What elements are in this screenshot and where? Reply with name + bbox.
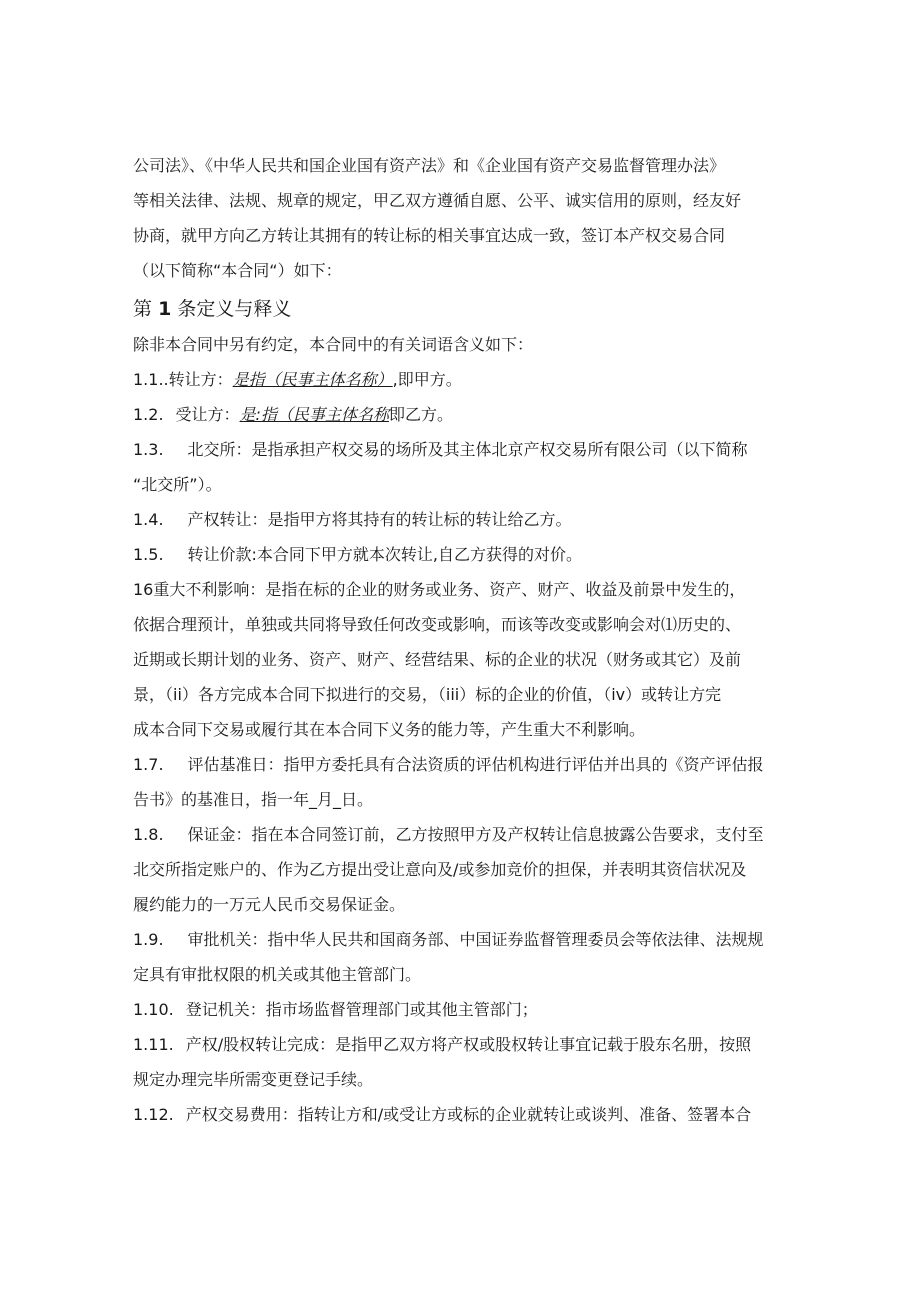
definition-term: 转让方： [168,370,233,389]
definition-1-6-line-4: 景，（ii）各方完成本合同下拟进行的交易，（iii）标的企业的价值，（iv）或转让方完 [133,685,722,704]
definition-number: 1.3. [133,440,164,459]
article-prefix: 第 [133,298,153,320]
definition-1-11-line-2: 规定办理完毕所需变更登记手续。 [133,1070,374,1089]
definition-1-6-line-2: 依据合理预计，单独或共同将导致任何改变或影响，而该等改变或影响会对⑴历史的、 [133,615,742,634]
definition-1-3-line-2: “北交所”）。 [133,475,222,494]
definition-term: 受让方： [175,405,240,424]
definition-1-6-line-5: 成本合同下交易或履行其在本合同下义务的能力等，产生重大不利影响。 [133,720,646,739]
definition-text: 产权转让：是指甲方将其持有的转让标的转让给乙方。 [187,510,572,529]
definition-placeholder: 是指（民事主体名称） [232,370,393,389]
definition-text: 登记机关：指市场监督管理部门或其他主管部门； [185,1000,538,1019]
definition-1-6-line-3: 近期或长期计划的业务、资产、财产、经营结果、标的企业的状况（财务或其它）及前 [133,650,742,669]
article-number: 1 [158,298,172,320]
definition-1-2 [133,405,453,425]
definition-tail: 即乙方。 [388,405,453,424]
definition-text: 北交所：是指承担产权交易的场所及其主体北京产权交易所有限公司（以下简称 [187,440,748,459]
definition-1-10 [133,1000,538,1020]
definition-1-1 [133,370,462,390]
definition-1-7-line-2: 告书》的基准日，指一年_月_日。 [133,790,374,809]
definition-1-9-line-1 [133,930,764,950]
definition-1-11-line-1 [133,1035,751,1055]
definition-1-3-line-1 [133,440,748,460]
intro-line-3: 协商，就甲方向乙方转让其拥有的转让标的相关事宜达成一致，签订本产权交易合同 [133,226,726,245]
definition-number: 1.4. [133,510,164,529]
definition-1-6-line-1: 16重大不利影响：是指在标的企业的财务或业务、资产、财产、收益及前景中发生的， [133,580,746,599]
definition-text: 评估基准日：指甲方委托具有合法资质的评估机构进行评估并出具的《资产评估报 [187,755,764,774]
article-1-heading [133,297,291,321]
definition-1-8-line-2: 北交所指定账户的、作为乙方提出受让意向及/或参加竞价的担保，并表明其资信状况及 [133,860,747,879]
definition-number: 1.7. [133,755,164,774]
definition-number: 1.2. [133,405,164,424]
definition-1-12-line-1 [133,1105,751,1125]
intro-line-1: 公司法》、《中华人民共和国企业国有资产法》和《企业国有资产交易监督管理办法》 [133,156,726,175]
definition-1-4 [133,510,572,530]
definition-text: 审批机关：指中华人民共和国商务部、中国证券监督管理委员会等依法律、法规规 [187,930,764,949]
definition-tail: ,即甲方。 [392,370,462,389]
definition-number: 1.5. [133,545,164,564]
definition-number: 1.8. [133,825,164,844]
definition-1-9-line-2: 定具有审批权限的机关或其他主管部门。 [133,965,422,984]
article-title: 条定义与释义 [177,298,292,320]
definition-number: 1.12. [133,1105,174,1124]
definition-number: 1.10. [133,1000,174,1019]
definition-1-7-line-1 [133,755,764,775]
preamble: 除非本合同中另有约定，本合同中的有关词语含义如下： [133,335,534,354]
definition-1-5 [133,545,582,565]
intro-line-4: （以下简称“本合同“）如下： [133,261,342,280]
definition-placeholder: 是:指（民事主体名称 [239,405,389,424]
definition-1-8-line-1 [133,825,764,845]
definition-1-8-line-3: 履约能力的一万元人民币交易保证金。 [133,895,406,914]
definition-text: 产权/股权转让完成：是指甲乙双方将产权或股权转让事宜记载于股东名册，按照 [185,1035,752,1054]
definition-number: 1.1.. [133,370,169,389]
definition-text: 保证金：指在本合同签订前，乙方按照甲方及产权转让信息披露公告要求，支付至 [187,825,764,844]
definition-number: 1.9. [133,930,164,949]
definition-text: 产权交易费用：指转让方和/或受让方或标的企业就转让或谈判、准备、签署本合 [185,1105,752,1124]
definition-text: 转让价款:本合同下甲方就本次转让,自乙方获得的对价。 [187,545,583,564]
intro-line-2: 等相关法律、法规、规章的规定，甲乙双方遵循自愿、公平、诚实信用的原则，经友好 [133,191,742,210]
definition-number: 1.11. [133,1035,174,1054]
